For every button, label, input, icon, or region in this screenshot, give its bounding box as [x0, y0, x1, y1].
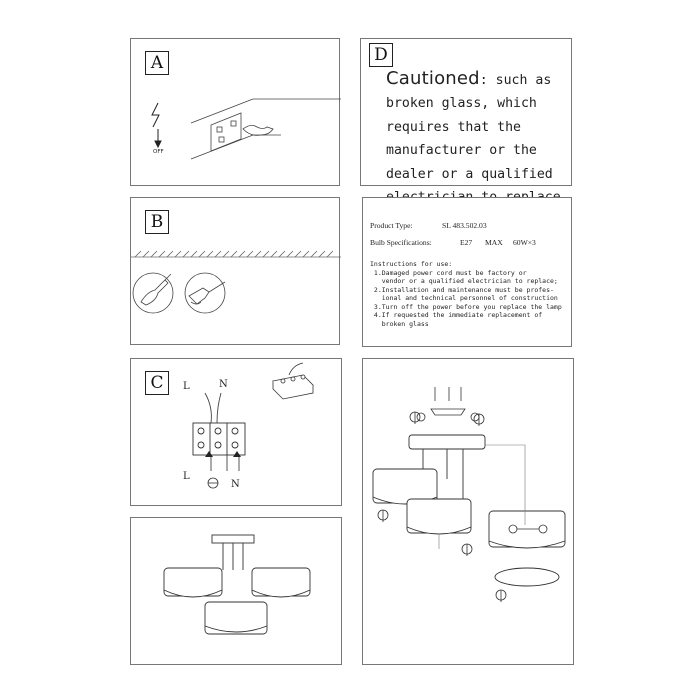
wire-label-n-bottom: N: [231, 479, 240, 490]
tools-illustration: [131, 198, 341, 346]
ceiling-screw-icon: [417, 387, 479, 421]
panel-a-power-off: [130, 38, 340, 186]
product-type-value: SL 483.502.03: [442, 221, 487, 230]
instruction-line: 4.If requested the immediate replacement of: [370, 311, 543, 319]
ceiling-hatch: [131, 251, 341, 257]
lamp-icon: [164, 535, 310, 634]
off-label: OFF: [153, 149, 164, 155]
panel-d-caution: [360, 38, 572, 186]
product-type-label: Product Type:: [370, 221, 413, 230]
caution-title: Cautioned: [386, 68, 480, 89]
panel-b-tools: [130, 197, 340, 345]
terminal-block-icon: [193, 423, 245, 455]
instructions-heading: Instructions for use:: [370, 260, 453, 268]
shade-icon: [373, 469, 565, 586]
caution-line: : such as: [479, 73, 552, 88]
bulb-spec-label: Bulb Specifications:: [370, 238, 432, 247]
instruction-line: 3.Turn off the power before you replace the lamp: [370, 303, 562, 311]
panel-label: D: [369, 43, 393, 67]
wire-label-l-bottom: L: [183, 471, 190, 482]
panel-label: B: [145, 210, 169, 234]
wire-label-n-top: N: [219, 379, 228, 390]
instruction-line: vendor or a qualified electrician to replace;: [370, 277, 558, 285]
instruction-line: ional and technical personnel of construction: [370, 294, 558, 302]
drill-icon: [185, 273, 225, 313]
lamp-illustration: [131, 518, 343, 666]
panel-specifications: [362, 197, 572, 347]
instruction-line: 2.Installation and maintenance must be profes-: [370, 286, 554, 294]
lightning-icon: [152, 103, 161, 147]
caution-line: requires that the: [386, 119, 521, 135]
bulb-socket: E27: [460, 238, 473, 247]
wall-switch-icon: [191, 99, 341, 159]
caution-line: manufacturer or the: [386, 143, 537, 159]
ground-icon: [208, 478, 218, 488]
instruction-line: broken glass: [370, 320, 429, 328]
panel-label: C: [145, 371, 169, 395]
wire-label-l-top: L: [183, 381, 190, 392]
panel-exploded-view: [362, 358, 574, 665]
caution-line: broken glass, which: [386, 96, 537, 112]
panel-c-wiring: [130, 358, 342, 506]
connector-icon: [273, 363, 313, 399]
power-off-illustration: [131, 39, 341, 187]
bulb-max: MAX: [485, 238, 503, 247]
caution-text: [386, 67, 596, 209]
instruction-line: 1.Damaged power cord must be factory or: [370, 269, 527, 277]
panel-lamp-assembled: [130, 517, 342, 665]
exploded-assembly-diagram: [363, 359, 575, 666]
bulb-power: 60W×3: [513, 238, 536, 247]
panel-label: A: [145, 51, 169, 75]
caution-line: dealer or a qualified: [386, 166, 553, 182]
screwdriver-icon: [133, 273, 173, 313]
